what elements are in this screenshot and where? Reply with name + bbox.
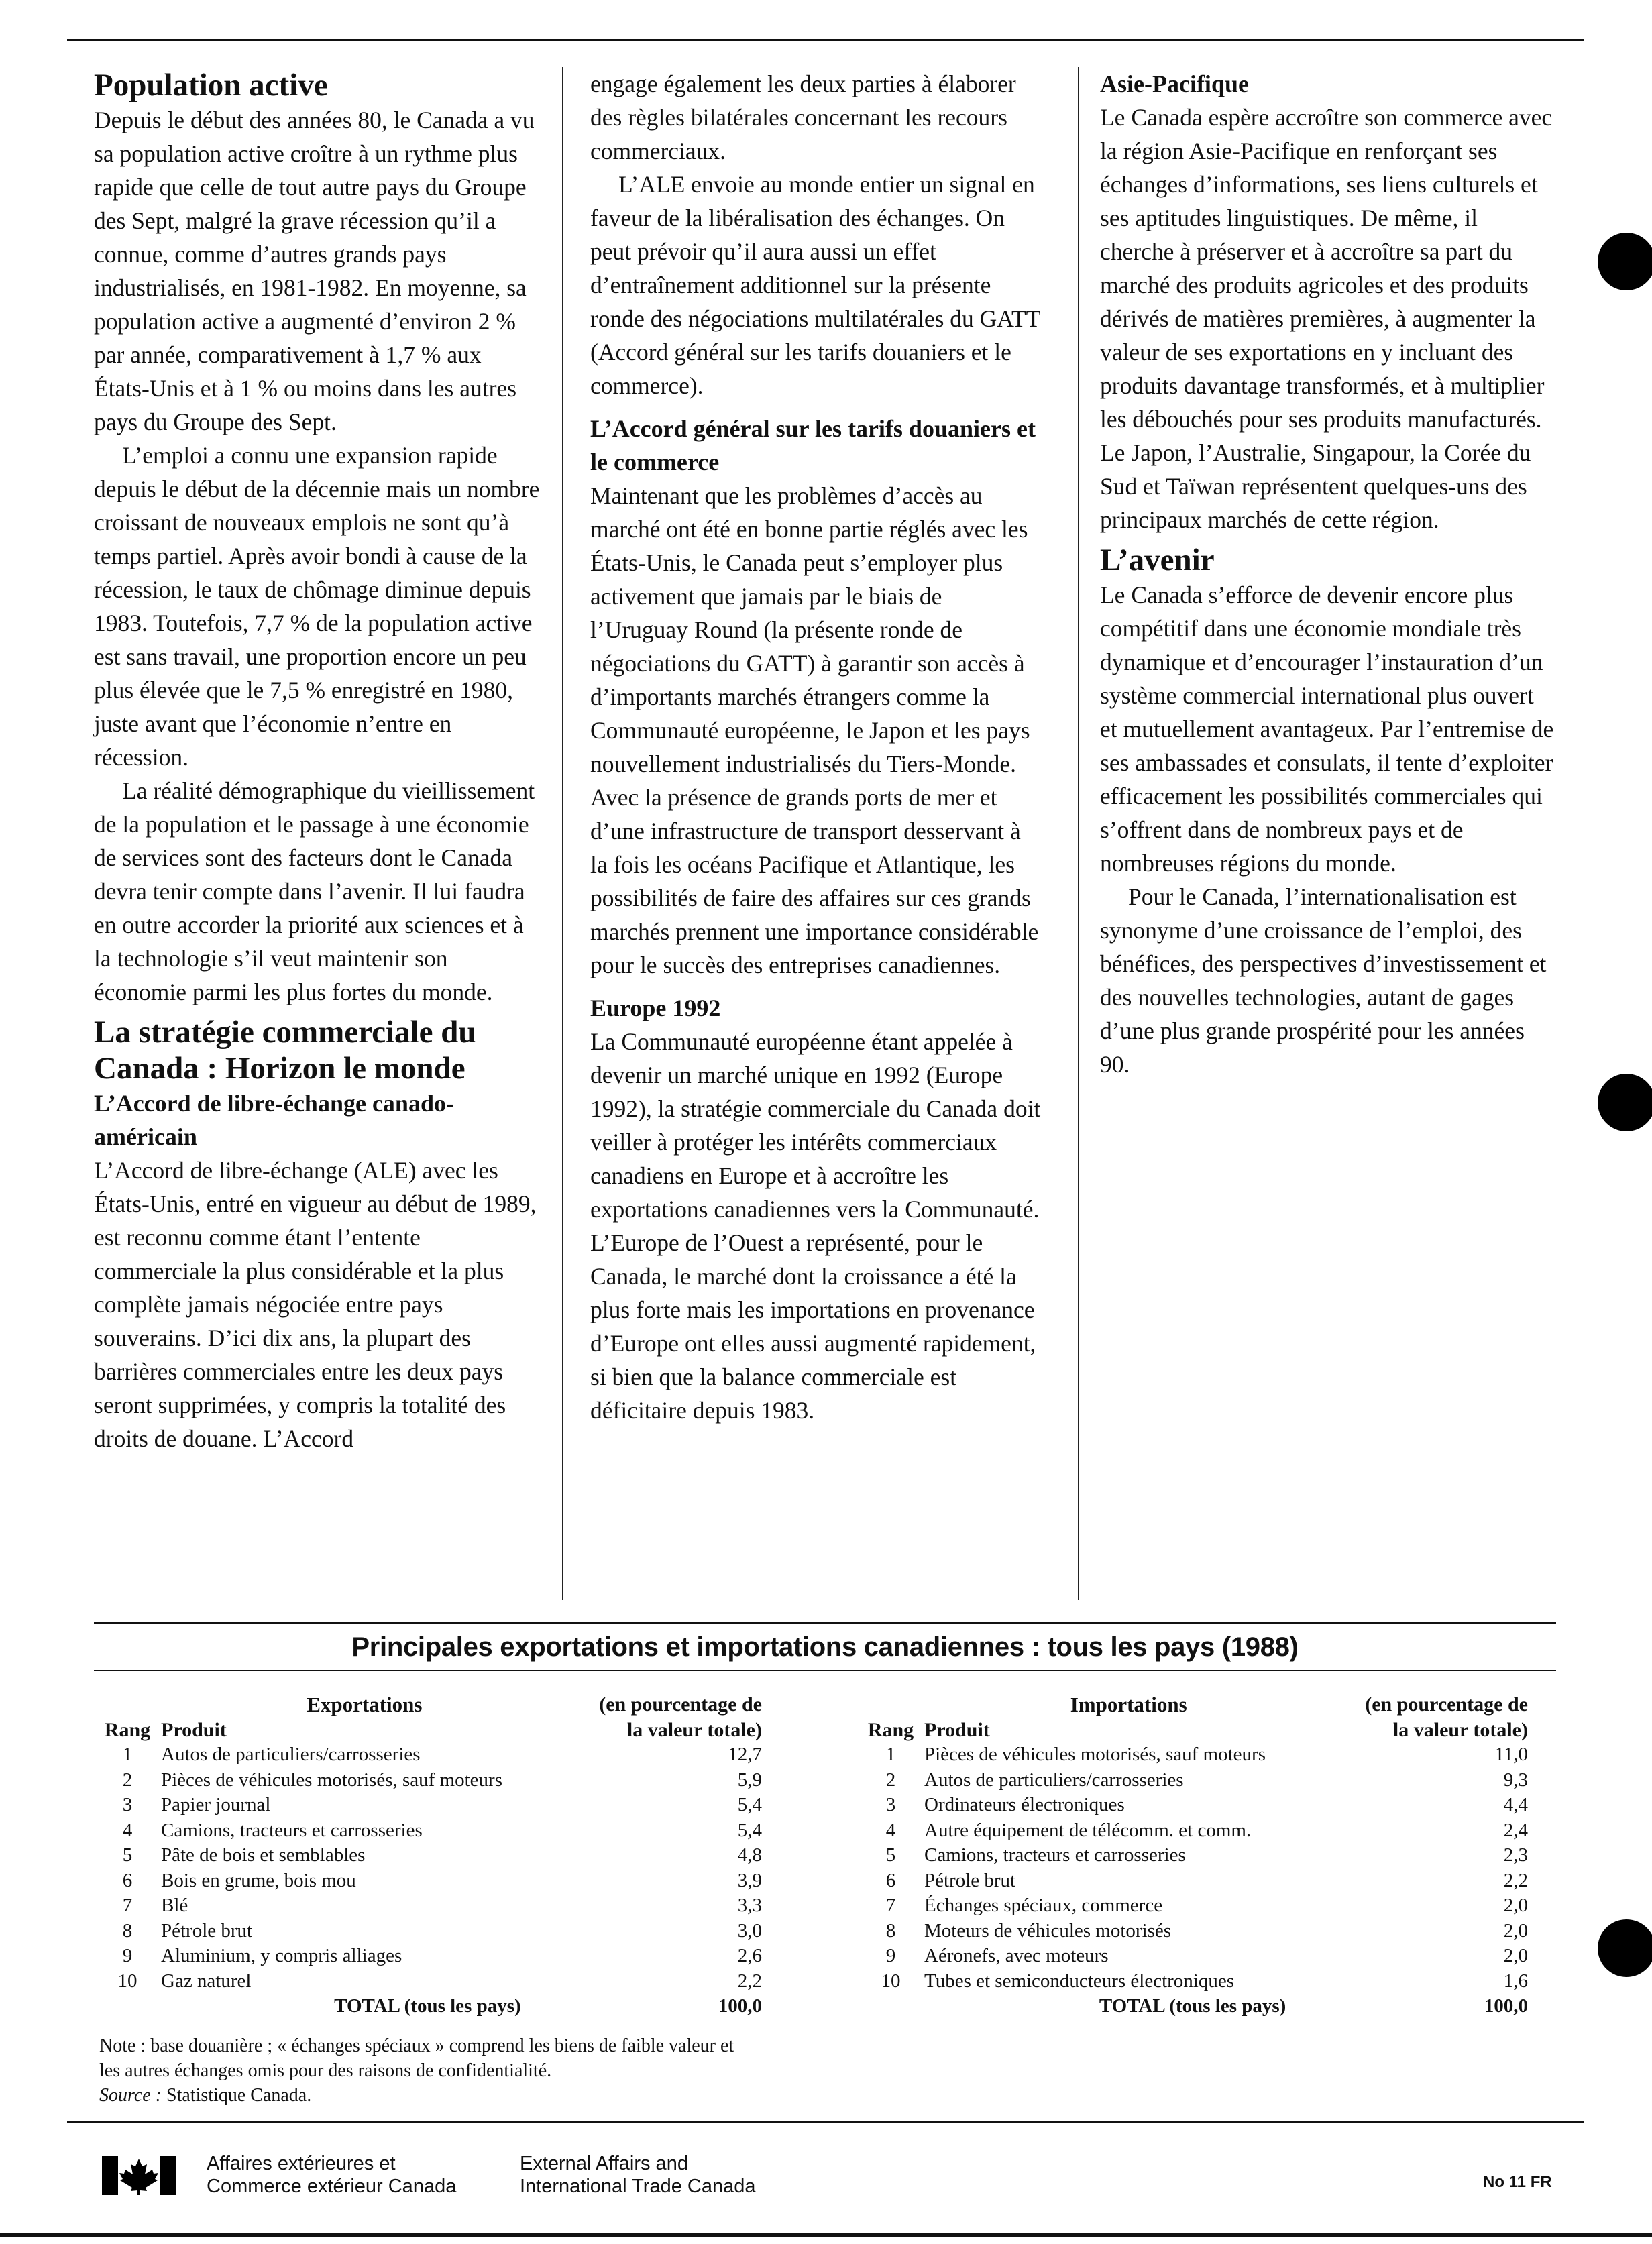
product-cell: Bois en grume, bois mou — [161, 1869, 356, 1891]
value-cell: 5,9 — [737, 1769, 762, 1791]
product-cell: Ordinateurs électroniques — [924, 1794, 1125, 1815]
binder-hole-middle — [1598, 1074, 1652, 1131]
table-row — [94, 1944, 762, 1969]
binder-hole-bottom — [1598, 1919, 1652, 1977]
product-cell: Camions, tracteurs et carrosseries — [161, 1819, 423, 1841]
ale-paragraph-2: L’ALE envoie au monde entier un signal en faveur de la libéralisation des échanges. On peut prévoir qu’il aura aussi un effet d’entraînement additionnel sur la présente ronde des négociations multilatérales du GATT (Accord général sur les tarifs douaniers et le commerce). — [590, 171, 1040, 399]
imports-value-header-1: (en pourcentage de — [1365, 1693, 1528, 1716]
exports-total-value: 100,0 — [718, 1995, 762, 2017]
department-name-en — [520, 2152, 755, 2198]
value-cell: 2,3 — [1503, 1844, 1528, 1866]
table-row — [94, 1768, 762, 1793]
product-cell: Camions, tracteurs et carrosseries — [924, 1844, 1186, 1866]
rank-cell: 5 — [885, 1844, 896, 1866]
product-cell: Aéronefs, avec moteurs — [924, 1945, 1109, 1966]
rank-cell: 2 — [122, 1769, 133, 1791]
imports-product-header: Produit — [924, 1718, 990, 1741]
department-en-line-2: International Trade Canada — [520, 2176, 756, 2197]
column-divider-right — [1078, 67, 1079, 1600]
table-row — [94, 1893, 762, 1919]
source-line — [99, 2083, 743, 2108]
rank-cell: 6 — [122, 1869, 133, 1891]
rank-cell: 8 — [122, 1919, 133, 1942]
value-cell: 4,4 — [1503, 1794, 1528, 1815]
gatt-paragraph-1: Maintenant que les problèmes d’accès au marché ont été en bonne partie réglés avec les États-Unis, le Canada peut s’employer plus activement que jamais par le biais de l’Uruguay Round (la présente ronde de négociations du GATT) à garantir son accès à d’importants marchés étrangers comme la Communauté européenne, le Japon et les pays nouvellement industrialisés du Tiers-Monde. Avec la présence de grands ports de mer et d’une infrastructure de transport desservant à la fois les océans Pacifique et Atlantique, les possibilités de faire des affaires sur ces grands marchés prennent une importance considérable pour le succès des entreprises canadiennes. — [590, 482, 1039, 978]
rank-cell: 1 — [885, 1744, 896, 1765]
product-cell: Pétrole brut — [924, 1869, 1016, 1891]
table-top-rule — [94, 1622, 1556, 1624]
value-cell: 2,0 — [1503, 1919, 1528, 1942]
canada-flag-icon — [102, 2156, 176, 2195]
table-row — [857, 1768, 1528, 1793]
exports-section-label: Exportations — [307, 1693, 423, 1716]
department-name-fr — [207, 2152, 456, 2198]
table-row — [94, 1969, 762, 1995]
table-row — [857, 1793, 1528, 1818]
left-column — [94, 67, 542, 1455]
top-rule — [67, 39, 1584, 41]
product-cell: Tubes et semiconducteurs électroniques — [924, 1970, 1235, 1992]
table-row — [857, 1742, 1528, 1768]
product-cell: Gaz naturel — [161, 1970, 252, 1992]
table-row — [94, 1843, 762, 1868]
rank-cell: 9 — [885, 1945, 896, 1966]
value-cell: 9,3 — [1503, 1769, 1528, 1791]
table-title: Principales exportations et importations canadiennes : tous les pays (1988) — [351, 1632, 1299, 1662]
value-cell: 5,4 — [737, 1819, 762, 1841]
product-cell: Pâte de bois et semblables — [161, 1844, 366, 1866]
future-heading: L’avenir — [1100, 543, 1215, 577]
table-row — [857, 1893, 1528, 1919]
binder-hole-top — [1598, 233, 1652, 290]
value-cell: 11,0 — [1494, 1744, 1528, 1765]
europe-heading: Europe 1992 — [590, 995, 721, 1021]
product-cell: Autos de particuliers/carrosseries — [924, 1769, 1184, 1791]
note-text: Note : base douanière ; « échanges spéciaux » comprend les biens de faible valeur et les autres échanges omis pour des raisons de confidentialité. — [99, 2035, 734, 2081]
future-paragraph-2: Pour le Canada, l’internationalisation est synonyme d’une croissance de l’emploi, des bénéfices, des perspectives d’investissement et des nouvelles technologies, autant de gages d’une plus grande prospérité pour les années 90. — [1100, 883, 1547, 1078]
right-column — [1100, 67, 1556, 1081]
value-cell: 2,2 — [737, 1970, 762, 1992]
table-row — [857, 1843, 1528, 1868]
source-label: Source : — [99, 2085, 162, 2106]
value-cell: 4,8 — [737, 1844, 762, 1866]
department-fr-line-1: Affaires extérieures et — [207, 2153, 396, 2174]
ale-paragraph-1: L’Accord de libre-échange (ALE) avec les États-Unis, entré en vigueur au début de 1989, est reconnu comme étant l’entente commerciale la plus considérable et la plus complète jamais négociée entre pays souverains. D’ici dix ans, la plupart des barrières commerciales entre les deux pays seront supprimées, y compris la totalité des droits de douane. L’Accord — [94, 1157, 537, 1452]
value-cell: 12,7 — [728, 1744, 762, 1765]
table-row — [857, 1944, 1528, 1969]
value-cell: 2,4 — [1503, 1819, 1528, 1841]
imports-total-value: 100,0 — [1484, 1995, 1528, 2017]
rank-cell: 5 — [122, 1844, 133, 1866]
product-cell: Blé — [161, 1895, 188, 1916]
product-cell: Autre équipement de télécomm. et comm. — [924, 1819, 1252, 1841]
table-title-rule — [94, 1670, 1556, 1671]
rank-cell: 4 — [122, 1819, 133, 1841]
source-text: Statistique Canada. — [166, 2085, 312, 2106]
total-row — [857, 1994, 1528, 2019]
rank-cell: 7 — [885, 1895, 896, 1916]
population-paragraph-2: L’emploi a connu une expansion rapide depuis le début de la décennie mais un nombre croissant de nouveaux emplois ne sont qu’à temps partiel. Après avoir bondi à cause de la récession, le taux de chômage diminue depuis 1983. Toutefois, 7,7 % de la population active est sans travail, une proportion encore un peu plus élevée que le 7,5 % enregistré en 1980, juste avant que l’économie n’entre en récession. — [94, 442, 540, 771]
value-cell: 3,0 — [737, 1919, 762, 1942]
imports-section-label: Importations — [1070, 1693, 1187, 1716]
middle-column — [590, 67, 1044, 1427]
footer-rule — [67, 2121, 1584, 2123]
imports-value-header-2: la valeur totale) — [1392, 1718, 1528, 1741]
table-row — [857, 1969, 1528, 1995]
value-cell: 3,9 — [737, 1869, 762, 1891]
value-cell: 2,6 — [737, 1945, 762, 1966]
exports-table — [94, 1692, 762, 2019]
strategy-heading: La stratégie commerciale du Canada : Horizon le monde — [94, 1015, 476, 1086]
table-row — [857, 1818, 1528, 1844]
table-row — [94, 1919, 762, 1944]
rank-cell: 8 — [885, 1919, 896, 1942]
product-cell: Aluminium, y compris alliages — [161, 1945, 402, 1966]
product-cell: Pièces de véhicules motorisés, sauf moteurs — [924, 1744, 1266, 1765]
value-cell: 2,2 — [1503, 1869, 1528, 1891]
population-paragraph-1: Depuis le début des années 80, le Canada a vu sa population active croître à un rythme plus rapide que celle de tout autre pays du Groupe des Sept, malgré la grave récession qu’il a connue, comme d’autres grands pays industrialisés, en 1981-1982. En moyenne, sa population active a augmenté d’environ 2 % par année, comparativement à 1,7 % aux États-Unis et à 1 % ou moins dans les autres pays du Groupe des Sept. — [94, 107, 535, 435]
rank-cell: 2 — [885, 1769, 896, 1791]
table-row — [94, 1742, 762, 1768]
europe-paragraph-1: La Communauté européenne étant appelée à devenir un marché unique en 1992 (Europe 1992), la stratégie commerciale du Canada doit veiller à protéger les intérêts commerciaux canadiens en Europe et à accroître les exportations canadiennes vers la Communauté. L’Europe de l’Ouest a représenté, pour le Canada, le marché dont la croissance a été la plus forte mais les importations en provenance d’Europe ont elles aussi augmenté rapidement, si bien que la balance commerciale est déficitaire depuis 1983. — [590, 1028, 1041, 1424]
department-en-line-1: External Affairs and — [520, 2153, 688, 2174]
population-paragraph-3: La réalité démographique du vieillissement de la population et le passage à une économie de services sont des facteurs dont le Canada devra tenir compte dans l’avenir. Il lui faudra en outre accorder la priorité aux sciences et à la technologie s’il veut maintenir son économie parmi les plus fortes du monde. — [94, 777, 535, 1005]
asia-paragraph-1: Le Canada espère accroître son commerce avec la région Asie-Pacifique en renforçant ses échanges d’informations, ses liens culturels et ses aptitudes linguistiques. De même, il cherche à préserver et à accroître sa part du marché des produits agricoles et des produits dérivés de matières premières, à augmenter la valeur de ses exportations en y incluant des produits davantage transformés, et à multiplier les débouchés pour ses produits manufacturés. Le Japon, l’Australie, Singapour, la Corée du Sud et Taïwan représentent quelques-uns des principaux marchés de cette région. — [1100, 104, 1553, 533]
column-divider-left — [562, 67, 563, 1600]
asia-heading: Asie-Pacifique — [1100, 70, 1249, 97]
total-row — [94, 1994, 762, 2019]
product-cell: Papier journal — [161, 1794, 271, 1815]
future-paragraph-1: Le Canada s’efforce de devenir encore plus compétitif dans une économie mondiale très dynamique et d’encourager l’instauration d’un système commercial international plus ouvert et mutuellement avantageux. Par l’entremise de ses ambassades et consulats, il tente d’exploiter efficacement les possibilités commerciales qui s’offrent dans de nombreux pays et de nombreuses régions du monde. — [1100, 581, 1554, 877]
exports-value-header-2: la valeur totale) — [626, 1718, 762, 1741]
rank-cell: 7 — [122, 1895, 133, 1916]
rank-cell: 3 — [885, 1794, 896, 1815]
population-heading: Population active — [94, 68, 328, 103]
table-row — [94, 1818, 762, 1844]
imports-total-label: TOTAL (tous les pays) — [1099, 1995, 1286, 2017]
ale-paragraph-1-continued: engage également les deux parties à élaborer des règles bilatérales concernant les recours commerciaux. — [590, 70, 1016, 164]
value-cell: 2,0 — [1503, 1945, 1528, 1966]
value-cell: 3,3 — [737, 1895, 762, 1916]
imports-rank-header: Rang — [867, 1718, 914, 1741]
table-row — [857, 1919, 1528, 1944]
rank-cell: 4 — [885, 1819, 896, 1841]
imports-table — [857, 1692, 1528, 2019]
exports-value-header-1: (en pourcentage de — [599, 1693, 762, 1716]
value-cell: 5,4 — [737, 1794, 762, 1815]
product-cell: Pétrole brut — [161, 1919, 253, 1942]
exports-rank-header: Rang — [104, 1718, 151, 1741]
value-cell: 1,6 — [1503, 1970, 1528, 1992]
issue-number: No 11 FR — [1483, 2173, 1552, 2191]
table-row — [94, 1793, 762, 1818]
table-note — [99, 2033, 743, 2108]
rank-cell: 6 — [885, 1869, 896, 1891]
value-cell: 2,0 — [1503, 1895, 1528, 1916]
rank-cell: 1 — [122, 1744, 133, 1765]
gatt-heading: L’Accord général sur les tarifs douaniers et le commerce — [590, 415, 1036, 475]
department-fr-line-2: Commerce extérieur Canada — [207, 2176, 457, 2197]
ale-heading: L’Accord de libre-échange canado-américain — [94, 1090, 454, 1150]
exports-product-header: Produit — [161, 1718, 227, 1741]
table-row — [857, 1868, 1528, 1894]
rank-cell: 10 — [117, 1970, 137, 1992]
product-cell: Échanges spéciaux, commerce — [924, 1895, 1163, 1916]
table-row — [94, 1868, 762, 1894]
rank-cell: 3 — [122, 1794, 133, 1815]
product-cell: Moteurs de véhicules motorisés — [924, 1919, 1172, 1942]
product-cell: Pièces de véhicules motorisés, sauf moteurs — [161, 1769, 502, 1791]
rank-cell: 9 — [122, 1945, 133, 1966]
rank-cell: 10 — [881, 1970, 901, 1992]
exports-total-label: TOTAL (tous les pays) — [334, 1995, 521, 2017]
bottom-edge — [0, 2233, 1652, 2237]
product-cell: Autos de particuliers/carrosseries — [161, 1744, 421, 1765]
